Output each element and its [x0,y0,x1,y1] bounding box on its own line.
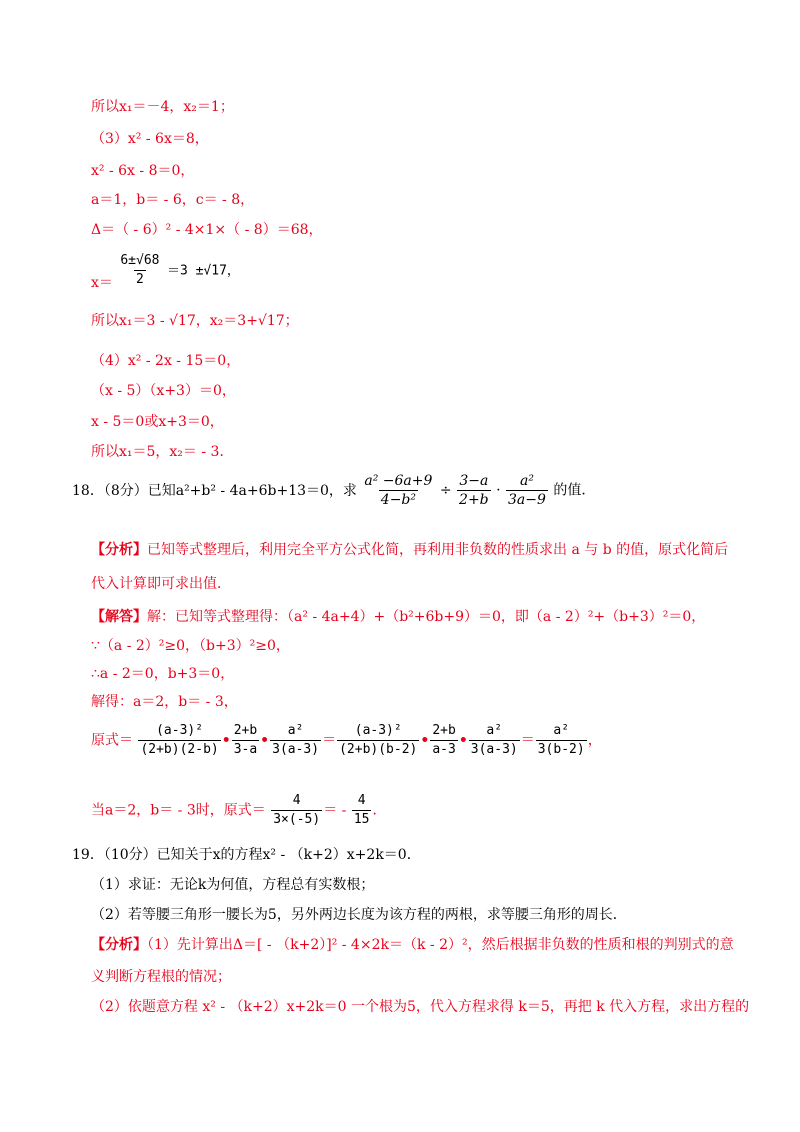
fraction-numerator: a² [553,723,570,738]
answer-text: 解：已知等式整理得：（a² - 4a+4）+（b²+6b+9）＝0，即（a - 2）²+（b+3）²＝0， [147,609,706,625]
fraction-denominator: 4−b² [380,492,416,508]
fraction-denominator: (2+b)(2-b) [140,742,219,757]
fraction-denominator: 3(a-3) [272,742,320,757]
fraction [352,792,372,829]
period: ． [372,802,387,819]
fraction [232,722,259,759]
question-19-part: （1）求证：无论k为何值，方程总有实数根； [91,877,375,893]
formula-line [91,252,240,289]
analysis-line [91,936,734,954]
fraction-denominator: 3a−9 [508,492,546,508]
solution-line: x² - 6x - 8＝0， [91,163,195,179]
fraction-numerator: 3−a [459,473,489,489]
fraction-numerator: (a-3)² [156,723,204,738]
multiply-dot: • [260,732,270,749]
solution-line: （3）x² - 6x＝8， [91,131,209,147]
analysis-line: 义判断方程根的情况； [91,969,231,985]
fraction-numerator: a² [519,473,534,489]
fraction [271,792,322,829]
fraction [138,722,220,759]
solution-line: 解得：a＝2，b＝ - 3， [91,694,238,710]
analysis-label: 【分析】 [91,542,147,558]
analysis-line [91,541,728,559]
analysis-label: 【分析】 [91,937,147,953]
fraction-denominator: 3(b-2) [537,742,585,757]
analysis-text: （1）先计算出Δ＝[ - （k+2）]² - 4×2k＝（k - 2）²，然后根据非负数的性质和根的判别式的意 [147,937,734,953]
answer-label: 【解答】 [91,609,147,625]
analysis-line: 代入计算即可求出值． [91,576,231,592]
solution-line: x - 5＝0或x+3＝0， [91,414,224,430]
fraction-numerator: 4 [292,793,301,808]
question-18 [72,472,595,509]
solution-line: Δ＝（ - 6）² - 4×1×（ - 8）＝68， [91,222,323,238]
fraction [536,722,587,759]
fraction [337,722,419,759]
fraction-2 [457,472,491,509]
fraction-3 [506,472,548,509]
fraction [430,722,457,759]
question-18-suffix: 的值． [553,482,596,499]
evaluation-line [91,792,386,829]
question-19: 19．（10分）已知关于x的方程x² - （k+2）x+2k＝0． [72,847,421,863]
solution-line: ∵（a - 2）²≥0，（b+3）²≥0， [91,638,290,654]
solution-line: （x - 5）（x+3）＝0， [91,383,236,399]
fraction-denominator: (2+b)(b-2) [339,742,418,757]
solution-line: （4）x² - 2x - 15＝0， [91,353,241,369]
question-19-part: （2）若等腰三角形一腰长为5，另外两边长度为该方程的两根，求等腰三角形的周长． [91,907,627,923]
fraction-denominator: 3(a-3) [470,742,518,757]
formula-prefix: x＝ [91,274,113,291]
fraction-numerator: 2+b [233,723,258,738]
root-fraction [118,252,161,289]
fraction-denominator: 2+b [459,492,489,508]
fraction-denominator: a-3 [432,742,456,757]
answer-line [91,608,705,626]
equals-minus: ＝ - [323,802,347,819]
multiply-dot: · [496,482,501,499]
divide-sign: ÷ [439,482,452,499]
fraction [270,722,321,759]
solution-line: a＝1，b＝ - 6，c＝ - 8， [91,192,255,208]
fraction-denominator: 15 [353,812,370,827]
fraction-denominator: 2 [136,272,144,287]
fraction [469,722,520,759]
multiply-dot: • [221,732,231,749]
multiply-dot: • [420,732,430,749]
solution-line: ∴a - 2＝0，b+3＝0， [91,666,235,682]
fraction-numerator: a² [486,723,503,738]
fraction-denominator: 3-a [233,742,258,757]
evaluation-prefix: 当a＝2，b＝ - 3时，原式＝ [91,802,266,819]
fraction-numerator: 4 [357,793,366,808]
fraction-numerator: a² −6a+9 [364,473,433,489]
solution-line: 所以x₁＝5，x₂＝ - 3． [91,444,234,460]
comma: ， [587,732,602,749]
original-expression-label: 原式＝ [91,732,133,749]
fraction-numerator: 6±√68 [120,253,160,268]
formula-result: ＝3 ±√17， [166,263,240,279]
fraction-1 [362,472,434,509]
solution-line: 所以x₁＝－4，x₂＝1； [91,99,234,115]
question-18-prefix: 18．（8分）已知a²+b² - 4a+6b+13＝0，求 [72,482,357,499]
analysis-text: 已知等式整理后，利用完全平方公式化简，再利用非负数的性质求出 a 与 b 的值，原式化简后 [147,542,729,558]
solution-line: 所以x₁＝3 - √17，x₂＝3+√17； [91,313,299,329]
multiply-dot: • [458,732,468,749]
fraction-denominator: 3×(-5) [273,812,321,827]
simplify-line [91,722,602,759]
equals-sign: ＝ [520,732,535,749]
fraction-numerator: (a-3)² [354,723,402,738]
fraction-numerator: 2+b [432,723,456,738]
analysis-line: （2）依题意方程 x² - （k+2）x+2k＝0 一个根为5，代入方程求得 k＝5，再把 k 代入方程，求出方程的 [91,999,750,1015]
equals-sign: ＝ [322,732,337,749]
fraction-numerator: a² [287,723,304,738]
